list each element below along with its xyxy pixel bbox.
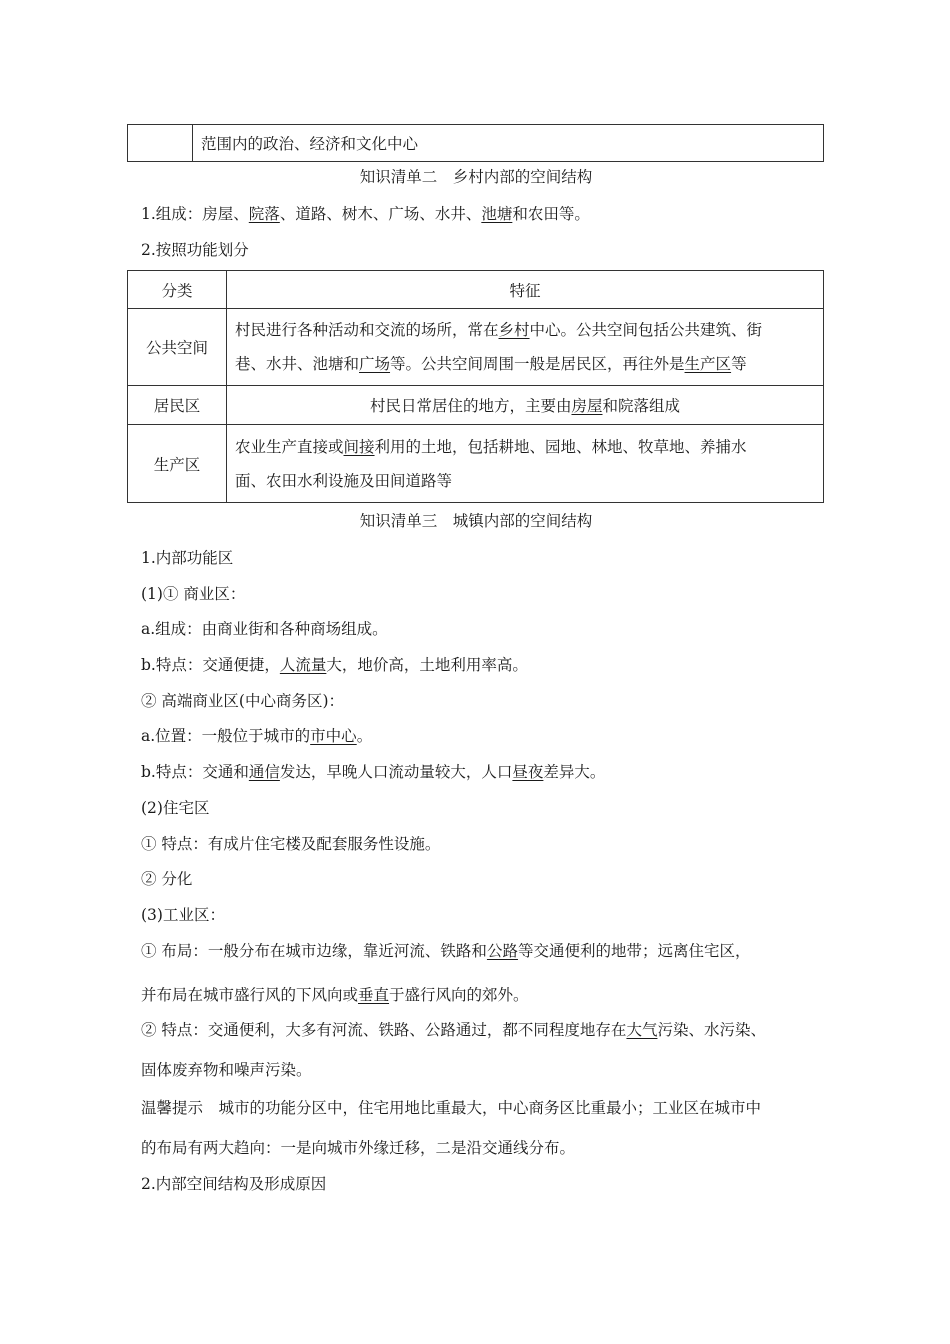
- top-table-empty-cell: [128, 125, 193, 162]
- paragraph-line: [141, 724, 372, 746]
- underlined-term: 院落: [248, 205, 280, 223]
- section2-line2: 2.按照功能划分: [141, 241, 249, 259]
- table-row: [128, 386, 824, 425]
- table-header-row: [128, 271, 824, 309]
- section3-heading: 知识清单三 城镇内部的空间结构: [359, 512, 593, 530]
- rural-function-table: [127, 270, 824, 503]
- paragraph-line: [141, 939, 750, 961]
- top-table-text-cell: [193, 125, 824, 162]
- paragraph-line: (2)住宅区: [141, 799, 210, 817]
- text-span: 和农田等。: [512, 205, 590, 223]
- row-category: 公共空间: [128, 309, 227, 386]
- text-span: ① 布局：一般分布在城市边缘，靠近河流、铁路和: [141, 942, 487, 960]
- underlined-term: 通信: [248, 763, 280, 781]
- tip-line: 的布局有两大趋向：一是向城市外缘迁移，二是沿交通线分布。: [141, 1139, 576, 1157]
- row-feature: [227, 309, 824, 386]
- paragraph-line: ② 分化: [141, 870, 193, 888]
- table-row: [128, 309, 824, 386]
- top-table: [127, 124, 824, 162]
- paragraph-line: [141, 760, 605, 782]
- paragraph-line: a.组成：由商业街和各种商场组成。: [141, 620, 388, 638]
- paragraph-line: 1.内部功能区: [141, 549, 234, 567]
- text-span: 村民进行各种活动和交流的场所，常在: [235, 321, 499, 339]
- row-feature: [227, 386, 824, 425]
- text-span: 并布局在城市盛行风的下风向或: [141, 986, 359, 1004]
- text-span: 农业生产直接或: [235, 437, 344, 456]
- header-feature: 特征: [227, 271, 824, 309]
- paragraph-line: [141, 983, 529, 1005]
- feature-line: 面、农田水利设施及田间道路等: [235, 471, 453, 490]
- row-category: 居民区: [128, 386, 227, 425]
- row-feature: [227, 425, 824, 503]
- text-span: 污染、水污染、: [657, 1021, 766, 1039]
- paragraph-line: 固体废弃物和噪声污染。: [141, 1061, 312, 1079]
- paragraph-line: ① 特点：有成片住宅楼及配套服务性设施。: [141, 835, 441, 853]
- underlined-term: 大气: [626, 1021, 658, 1039]
- feature-line: [235, 313, 823, 347]
- underlined-term: 乡村: [498, 321, 530, 339]
- text-span: 。: [356, 727, 373, 745]
- tip-line: 温馨提示 城市的功能分区中，住宅用地比重最大，中心商务区比重最小；工业区在城市中: [141, 1099, 762, 1117]
- text-span: 大，地价高，土地利用率高。: [326, 656, 528, 674]
- paragraph-line: [141, 1018, 766, 1040]
- text-span: 等交通便利的地带；远离住宅区，: [517, 942, 751, 960]
- underlined-term: 公路: [486, 942, 518, 960]
- underlined-term: 人流量: [279, 656, 327, 674]
- underlined-term: 昼夜: [512, 763, 544, 781]
- text-span: 差异大。: [543, 763, 606, 781]
- underlined-term: 垂直: [358, 986, 390, 1004]
- text-span: 于盛行风向的郊外。: [389, 986, 529, 1004]
- top-table-text: 范围内的政治、经济和文化中心: [201, 135, 419, 153]
- row-category: 生产区: [128, 425, 227, 503]
- underlined-term: 池塘: [481, 205, 513, 223]
- feature-line: [235, 347, 823, 381]
- table-row: [128, 425, 824, 503]
- section2-line1: [141, 202, 590, 224]
- paragraph-line: (1)① 商业区：: [141, 585, 246, 603]
- text-span: a.位置：一般位于城市的: [141, 727, 311, 745]
- text-span: 利用的土地，包括耕地、园地、林地、牧草地、养捕水: [374, 437, 747, 456]
- paragraph-line: [141, 653, 528, 675]
- text-span: 等: [731, 355, 747, 373]
- text-span: 中心。公共空间包括公共建筑、街: [529, 321, 763, 339]
- underlined-term: 市中心: [310, 727, 357, 745]
- text-span: 发达，早晚人口流动量较大，人口: [279, 763, 513, 781]
- text-span: b.特点：交通便捷，: [141, 656, 280, 674]
- text-span: 等。公共空间周围一般是居民区，再往外是: [390, 355, 685, 373]
- paragraph-line: 2.内部空间结构及形成原因: [141, 1175, 327, 1193]
- underlined-term: 间接: [343, 437, 375, 456]
- text-span: 村民日常居住的地方，主要由: [369, 397, 572, 415]
- feature-line: [235, 430, 823, 464]
- text-span: 1.组成：房屋、: [141, 205, 249, 223]
- paragraph-line: (3)工业区：: [141, 906, 225, 924]
- text-span: 巷、水井、池塘和: [235, 355, 360, 373]
- paragraph-line: ② 高端商业区(中心商务区)：: [141, 692, 345, 710]
- underlined-term: 生产区: [684, 355, 732, 373]
- text-span: b.特点：交通和: [141, 763, 249, 781]
- text-span: ② 特点：交通便利，大多有河流、铁路、公路通过，都不同程度地存在: [141, 1021, 627, 1039]
- section2-heading: 知识清单二 乡村内部的空间结构: [359, 168, 593, 186]
- text-span: 和院落组成: [602, 397, 681, 415]
- header-category: 分类: [128, 271, 227, 309]
- underlined-term: 房屋: [571, 397, 603, 415]
- text-span: 、道路、树木、广场、水井、: [279, 205, 482, 223]
- underlined-term: 广场: [359, 355, 391, 373]
